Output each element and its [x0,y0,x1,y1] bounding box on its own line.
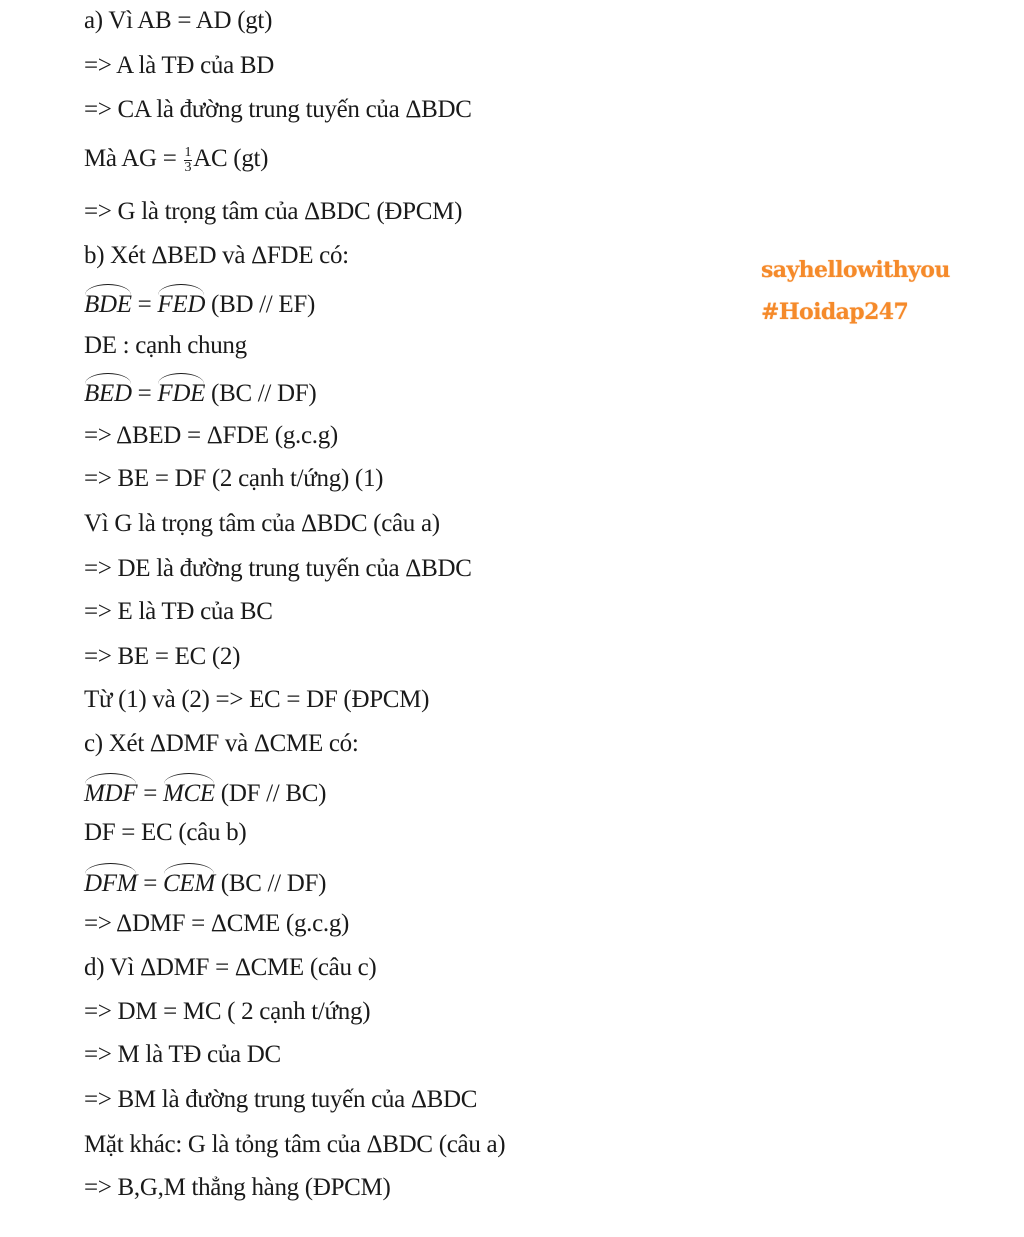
ag-prefix: Mà AG = [84,145,183,172]
angle-mdf: MDF [84,775,137,809]
line-de-median: => DE là đường trung tuyến của ΔBDC [84,555,472,582]
line-ca-median: => CA là đường trung tuyến của ΔBDC [84,96,472,123]
line-e-midpoint-bc: => E là TĐ của BC [84,598,273,625]
line-m-midpoint-dc: => M là TĐ của DC [84,1041,281,1068]
reason-text: (DF // BC) [214,780,327,807]
fraction-numerator: 1 [184,144,192,160]
angle-bed: BED [84,375,132,409]
line-ag-fraction [84,144,268,175]
watermark-username: sayhellowithyou [761,257,950,283]
angle-dfm: DFM [84,865,137,899]
line-bm-median: => BM là đường trung tuyến của ΔBDC [84,1086,478,1113]
equals-sign: = [137,870,163,897]
equals-sign: = [131,380,158,407]
line-angle-mdf-mce [84,775,326,809]
line-g-centroid-ref: Vì G là trọng tâm của ΔBDC (câu a) [84,510,440,537]
line-g-centroid: => G là trọng tâm của ΔBDC (ĐPCM) [84,198,463,225]
equals-sign: = [137,780,163,807]
line-df-ec: DF = EC (câu b) [84,819,247,846]
line-g-centroid-again: Mặt khác: G là tỏng tâm của ΔBDC (câu a) [84,1131,506,1158]
line-angle-bde-fed [84,286,315,320]
line-dm-mc: => DM = MC ( 2 cạnh t/ứng) [84,998,371,1025]
line-triangles-congruent-b: => ΔBED = ΔFDE (g.c.g) [84,422,338,449]
line-part-a-given: a) Vì AB = AD (gt) [84,7,273,34]
ag-suffix: AC (gt) [193,145,269,172]
reason-text: (BD // EF) [205,291,316,318]
reason-text: (BC // DF) [214,870,327,897]
equals-sign: = [131,291,158,318]
reason-text: (BC // DF) [205,380,317,407]
line-part-c-consider: c) Xét ΔDMF và ΔCME có: [84,730,359,757]
line-triangles-congruent-c: => ΔDMF = ΔCME (g.c.g) [84,910,350,937]
line-part-d-given: d) Vì ΔDMF = ΔCME (câu c) [84,954,377,981]
line-part-b-consider: b) Xét ΔBED và ΔFDE có: [84,242,349,269]
line-angle-bed-fde [84,375,316,409]
watermark-site-tag: #Hoidap247 [761,299,909,325]
line-be-df: => BE = DF (2 cạnh t/ứng) (1) [84,465,384,492]
line-de-common-side: DE : cạnh chung [84,332,247,359]
line-collinear-conclusion: => B,G,M thẳng hàng (ĐPCM) [84,1174,391,1201]
fraction-denominator: 3 [184,159,192,175]
fraction-one-third [184,146,193,175]
angle-fde: FDE [157,375,205,409]
line-be-ec: => BE = EC (2) [84,643,241,670]
line-angle-dfm-cem [84,865,326,899]
angle-cem: CEM [163,865,215,899]
angle-bde: BDE [84,286,132,320]
angle-fed: FED [157,286,205,320]
angle-mce: MCE [163,775,215,809]
line-a-midpoint-bd: => A là TĐ của BD [84,52,274,79]
line-ec-df-conclusion: Từ (1) và (2) => EC = DF (ĐPCM) [84,686,430,713]
